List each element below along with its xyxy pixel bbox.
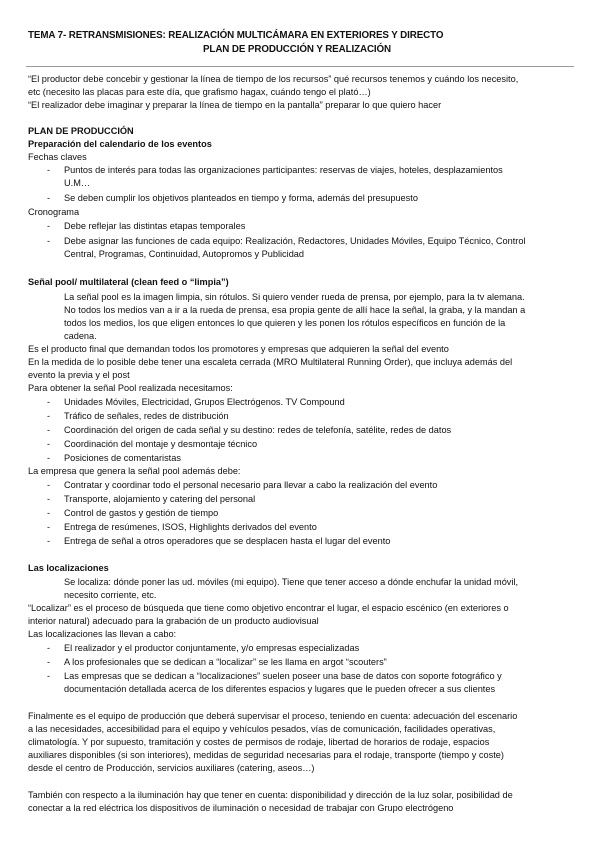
list-item: - Debe reflejar las distintas etapas temporales xyxy=(64,220,245,232)
list-item-continuation: Central, Programas, Continuidad, Autopromos y Publicidad xyxy=(64,249,305,259)
pool-paragraph-1: La señal pool es la imagen limpia, sin rótulos. Si quiero vender rueda de prensa, por ejemplo, para la tv alemana. xyxy=(64,292,525,302)
list-item: - Transporte, alojamiento y catering del personal xyxy=(64,493,255,505)
final-paragraph-1: Finalmente es el equipo de producción que deberá supervisar el proceso, teniendo en cuenta: adecuación del escenario xyxy=(28,711,518,721)
list-item: - Coordinación del montaje y desmontaje técnico xyxy=(64,438,257,450)
list-item: - El realizador y el productor conjuntamente, y/o empresas especializadas xyxy=(64,642,359,654)
list-item: - Se deben cumplir los objetivos planteados en tiempo y forma, además del presupuesto xyxy=(64,192,418,204)
label-necesitamos: Para obtener la señal Pool realizada necesitamos: xyxy=(28,383,233,393)
list-item: - Coordinación del origen de cada señal y su destino: redes de telefonía, satélite, redes de datos xyxy=(64,424,451,436)
subheading-calendario: Preparación del calendario de los eventos xyxy=(28,139,212,149)
list-item-continuation: U.M… xyxy=(64,178,91,188)
final-paragraph-1: a las necesidades, accesibilidad para el equipo y vehículos pesados, vías de comunicación, facilidades operativas, xyxy=(28,724,496,734)
pool-paragraph-2: No todos los medios van a ir a la rueda de prensa, esa propia gente de allí hace la señal, la graba, y la mandan a xyxy=(64,305,526,315)
list-item: - Debe asignar las funciones de cada equipo: Realización, Redactores, Unidades Móviles, Equipo Técnico, Control xyxy=(64,235,526,247)
label-fechas-claves: Fechas claves xyxy=(28,152,87,162)
final-paragraph-1: auxiliares disponibles (si son interiores), medidas de seguridad necesarias para el rodaje, transporte (tiempo y coste) xyxy=(28,750,504,760)
intro-line-3: “El realizador debe imaginar y preparar la línea de tiempo en la pantalla” preparar lo que quiero hacer xyxy=(28,100,442,110)
final-paragraph-2: También con respecto a la iluminación hay que tener en cuenta: disponibilidad y dirección de la luz solar, posibilidad de xyxy=(28,790,513,800)
list-item: - Contratar y coordinar todo el personal necesario para llevar a cabo la realización del evento xyxy=(64,479,437,491)
loc-paragraph-1: necesito corriente, etc. xyxy=(64,590,157,600)
list-item: - Las empresas que se dedican a “localizaciones” suelen poseer una base de datos con soporte fotográfico y xyxy=(64,670,502,682)
list-item: - A los profesionales que se dedican a “localizar” se les llama en argot “scouters” xyxy=(64,656,387,668)
title-divider xyxy=(26,66,574,67)
list-item: - Tráfico de señales, redes de distribución xyxy=(64,410,229,422)
pool-paragraph-2: cadena. xyxy=(64,331,97,341)
final-paragraph-1: desde el centro de Producción, servicios auxiliares (catering, aseos…) xyxy=(28,763,315,773)
pool-paragraph-4: evento la previa y el post xyxy=(28,370,130,380)
list-item: - Unidades Móviles, Electricidad, Grupos Electrógenos. TV Compound xyxy=(64,396,345,408)
pool-paragraph-3: Es el producto final que demandan todos los promotores y empresas que adquieren la señal del evento xyxy=(28,344,449,354)
page-title-line-1: TEMA 7- RETRANSMISIONES: REALIZACIÓN MULTICÁMARA EN EXTERIORES Y DIRECTO xyxy=(28,30,444,41)
final-paragraph-1: climatología. Y por supuesto, tramitación y costes de permisos de rodaje, libertad de horarios de rodaje, espacios xyxy=(28,737,490,747)
pool-paragraph-4: En la medida de lo posible debe tener una escaleta cerrada (MRO Multilateral Running Order), que incluya además del xyxy=(28,357,513,367)
section-heading-pool: Señal pool/ multilateral (clean feed o “limpia”) xyxy=(28,277,229,287)
label-empresa: La empresa que genera la señal pool además debe: xyxy=(28,466,241,476)
section-heading-localizaciones: Las localizaciones xyxy=(28,563,109,573)
section-heading-plan: PLAN DE PRODUCCIÓN xyxy=(28,126,134,136)
intro-line-2: etc (necesito las placas para este día, que grafismo hagax, cuándo tengo el plató…) xyxy=(28,87,371,97)
label-llevan-a-cabo: Las localizaciones las llevan a cabo: xyxy=(28,629,177,639)
list-item: - Entrega de señal a otros operadores que se desplacen hasta el lugar del evento xyxy=(64,535,390,547)
list-item: - Entrega de resúmenes, ISOS, Highlights derivados del evento xyxy=(64,521,317,533)
loc-paragraph-1: Se localiza: dónde poner las ud. móviles (mi equipo). Tiene que tener acceso a dónde enchufar la unidad móvil, xyxy=(64,577,519,587)
label-cronograma: Cronograma xyxy=(28,207,80,217)
pool-paragraph-2: todos los medios, los que eligen entonces lo que quieren y les ponen los rótulos específicos en función de la xyxy=(64,318,506,328)
loc-paragraph-2: interior natural) adecuado para la grabación de un producto audiovisual xyxy=(28,616,319,626)
final-paragraph-2: conectar a la red eléctrica los dispositivos de iluminación o necesidad de trabajar con Grupo electrógeno xyxy=(28,803,454,813)
list-item: - Posiciones de comentaristas xyxy=(64,452,181,464)
loc-paragraph-2: “Localizar” es el proceso de búsqueda que tiene como objetivo encontrar el lugar, el espacio escénico (en exteriores o xyxy=(28,603,509,613)
list-item-continuation: documentación detallada acerca de los diferentes espacios y lugares que le pueden ofrecer a sus clientes xyxy=(64,684,496,694)
list-item: - Control de gastos y gestión de tiempo xyxy=(64,507,218,519)
page-title-line-2: PLAN DE PRODUCCIÓN Y REALIZACIÓN xyxy=(203,44,392,55)
list-item: - Puntos de interés para todas las organizaciones participantes: reservas de viajes, hoteles, desplazamientos xyxy=(64,164,503,176)
intro-line-1: “El productor debe concebir y gestionar la línea de tiempo de los recursos” qué recursos tenemos y cuándo los necesito, xyxy=(28,74,519,84)
